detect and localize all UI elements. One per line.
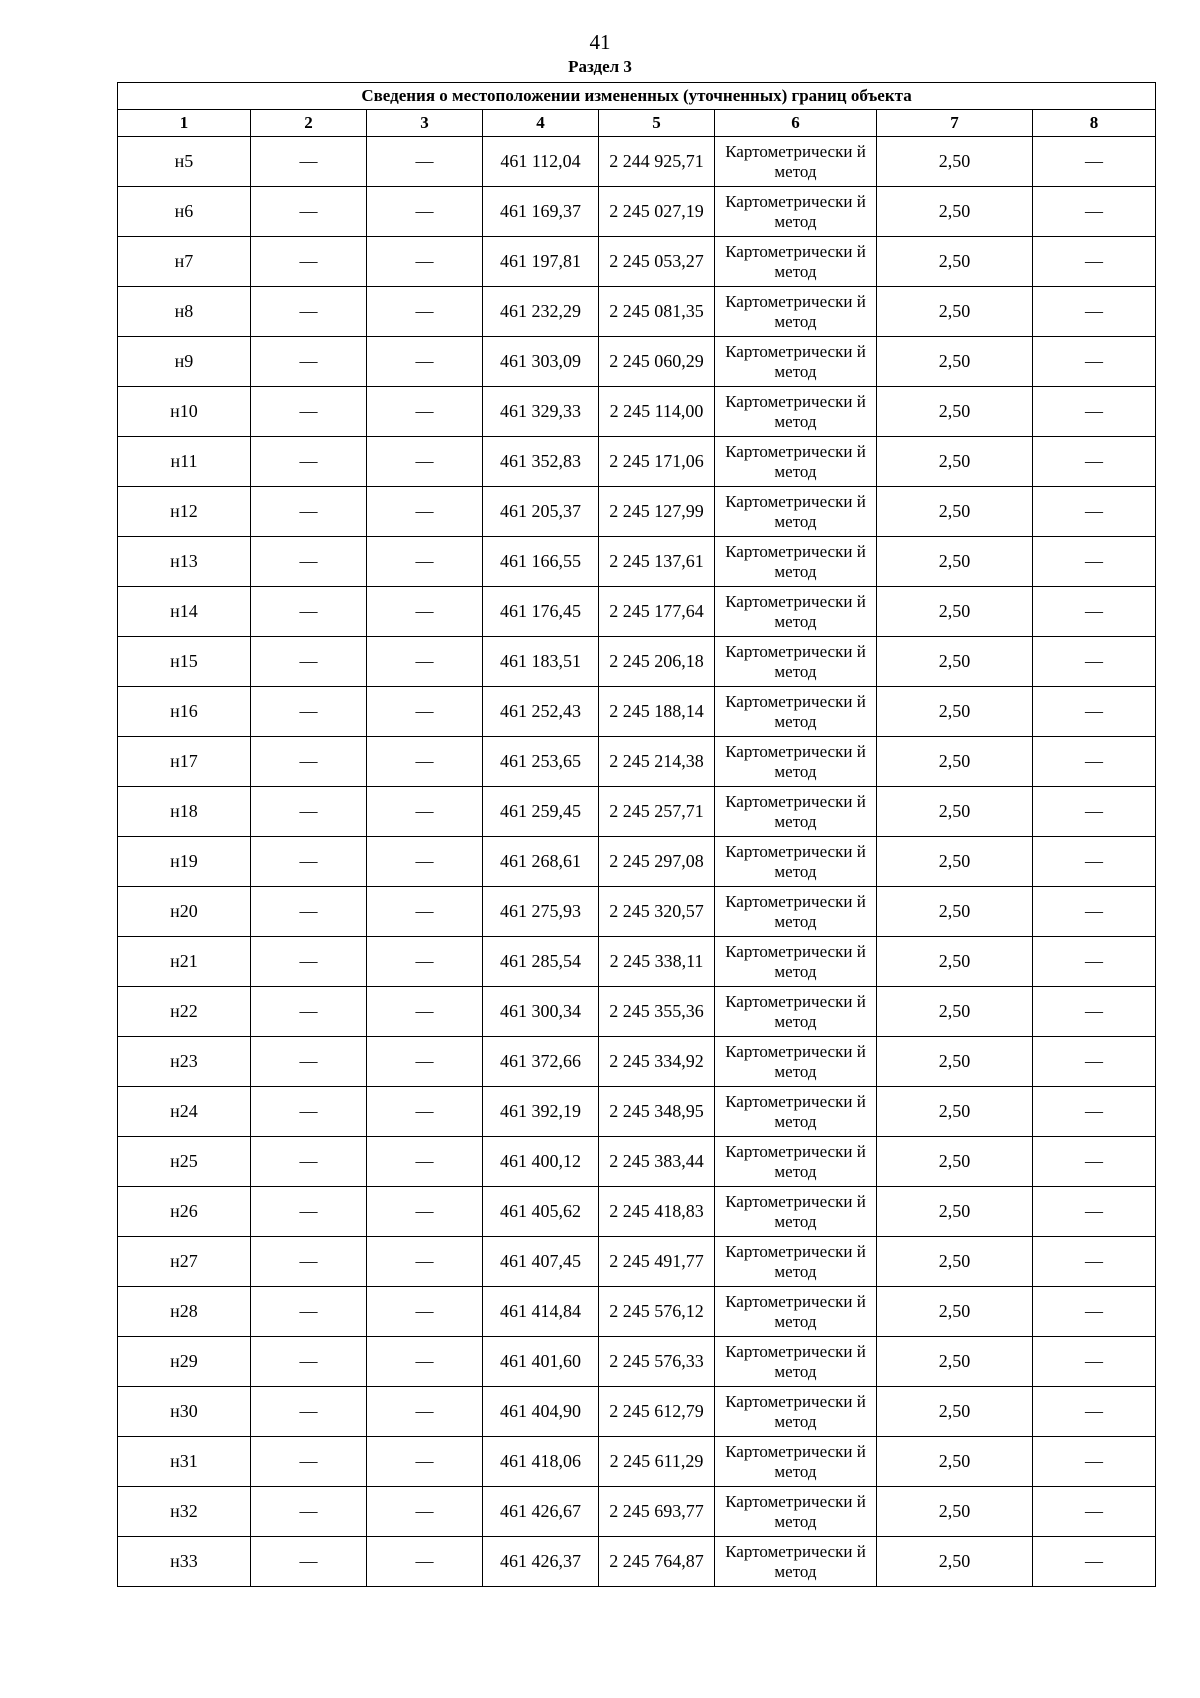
table-row xyxy=(118,537,1156,587)
table-row xyxy=(118,487,1156,537)
column-3-cell: — xyxy=(367,237,483,287)
y-coordinate-cell: 2 245 338,11 xyxy=(599,937,715,987)
column-3-cell: — xyxy=(367,1037,483,1087)
y-coordinate-cell: 2 245 491,77 xyxy=(599,1237,715,1287)
point-number-cell: н14 xyxy=(118,587,251,637)
accuracy-cell: 2,50 xyxy=(877,837,1033,887)
table-row xyxy=(118,1337,1156,1387)
table-row xyxy=(118,687,1156,737)
x-coordinate-cell: 461 407,45 xyxy=(483,1237,599,1287)
accuracy-cell: 2,50 xyxy=(877,1487,1033,1537)
column-8-cell: — xyxy=(1033,1337,1156,1387)
column-3-cell: — xyxy=(367,437,483,487)
point-number-cell: н17 xyxy=(118,737,251,787)
table-row xyxy=(118,137,1156,187)
y-coordinate-cell: 2 245 348,95 xyxy=(599,1087,715,1137)
column-8-cell: — xyxy=(1033,1437,1156,1487)
y-coordinate-cell: 2 245 297,08 xyxy=(599,837,715,887)
y-coordinate-cell: 2 245 171,06 xyxy=(599,437,715,487)
column-8-cell: — xyxy=(1033,687,1156,737)
column-8-cell: — xyxy=(1033,937,1156,987)
accuracy-cell: 2,50 xyxy=(877,1337,1033,1387)
method-cell: Картометрически й метод xyxy=(715,837,877,887)
column-3-cell: — xyxy=(367,687,483,737)
y-coordinate-cell: 2 245 612,79 xyxy=(599,1387,715,1437)
column-3-cell: — xyxy=(367,487,483,537)
accuracy-cell: 2,50 xyxy=(877,687,1033,737)
table-row xyxy=(118,287,1156,337)
point-number-cell: н10 xyxy=(118,387,251,437)
column-3-cell: — xyxy=(367,1087,483,1137)
point-number-cell: н11 xyxy=(118,437,251,487)
accuracy-cell: 2,50 xyxy=(877,387,1033,437)
y-coordinate-cell: 2 245 334,92 xyxy=(599,1037,715,1087)
column-2-cell: — xyxy=(251,837,367,887)
y-coordinate-cell: 2 244 925,71 xyxy=(599,137,715,187)
column-3-cell: — xyxy=(367,787,483,837)
table-row xyxy=(118,237,1156,287)
method-cell: Картометрически й метод xyxy=(715,1337,877,1387)
column-header: 3 xyxy=(367,110,483,137)
x-coordinate-cell: 461 275,93 xyxy=(483,887,599,937)
column-8-cell: — xyxy=(1033,337,1156,387)
column-2-cell: — xyxy=(251,987,367,1037)
column-header: 1 xyxy=(118,110,251,137)
table-row xyxy=(118,187,1156,237)
y-coordinate-cell: 2 245 060,29 xyxy=(599,337,715,387)
column-3-cell: — xyxy=(367,1137,483,1187)
column-2-cell: — xyxy=(251,437,367,487)
point-number-cell: н7 xyxy=(118,237,251,287)
column-8-cell: — xyxy=(1033,1487,1156,1537)
column-8-cell: — xyxy=(1033,1187,1156,1237)
method-cell: Картометрически й метод xyxy=(715,237,877,287)
column-8-cell: — xyxy=(1033,737,1156,787)
column-header: 2 xyxy=(251,110,367,137)
column-2-cell: — xyxy=(251,337,367,387)
accuracy-cell: 2,50 xyxy=(877,237,1033,287)
x-coordinate-cell: 461 176,45 xyxy=(483,587,599,637)
method-cell: Картометрически й метод xyxy=(715,1037,877,1087)
method-cell: Картометрически й метод xyxy=(715,887,877,937)
column-8-cell: — xyxy=(1033,587,1156,637)
x-coordinate-cell: 461 303,09 xyxy=(483,337,599,387)
y-coordinate-cell: 2 245 206,18 xyxy=(599,637,715,687)
table-row xyxy=(118,1187,1156,1237)
column-2-cell: — xyxy=(251,1287,367,1337)
column-3-cell: — xyxy=(367,187,483,237)
point-number-cell: н29 xyxy=(118,1337,251,1387)
column-2-cell: — xyxy=(251,1437,367,1487)
accuracy-cell: 2,50 xyxy=(877,1387,1033,1437)
table-row xyxy=(118,387,1156,437)
column-8-cell: — xyxy=(1033,787,1156,837)
table-row xyxy=(118,637,1156,687)
column-8-cell: — xyxy=(1033,1387,1156,1437)
table-row xyxy=(118,437,1156,487)
column-8-cell: — xyxy=(1033,837,1156,887)
accuracy-cell: 2,50 xyxy=(877,987,1033,1037)
table-row xyxy=(118,837,1156,887)
accuracy-cell: 2,50 xyxy=(877,337,1033,387)
column-3-cell: — xyxy=(367,837,483,887)
table-row xyxy=(118,1387,1156,1437)
column-header: 7 xyxy=(877,110,1033,137)
x-coordinate-cell: 461 414,84 xyxy=(483,1287,599,1337)
column-8-cell: — xyxy=(1033,1137,1156,1187)
accuracy-cell: 2,50 xyxy=(877,787,1033,837)
column-2-cell: — xyxy=(251,237,367,287)
accuracy-cell: 2,50 xyxy=(877,937,1033,987)
method-cell: Картометрически й метод xyxy=(715,137,877,187)
column-8-cell: — xyxy=(1033,1037,1156,1087)
table-caption: Сведения о местоположении измененных (уточненных) границ объекта xyxy=(118,83,1156,110)
method-cell: Картометрически й метод xyxy=(715,1237,877,1287)
column-3-cell: — xyxy=(367,287,483,337)
x-coordinate-cell: 461 401,60 xyxy=(483,1337,599,1387)
column-2-cell: — xyxy=(251,1187,367,1237)
point-number-cell: н25 xyxy=(118,1137,251,1187)
column-8-cell: — xyxy=(1033,287,1156,337)
y-coordinate-cell: 2 245 576,33 xyxy=(599,1337,715,1387)
point-number-cell: н30 xyxy=(118,1387,251,1437)
accuracy-cell: 2,50 xyxy=(877,487,1033,537)
point-number-cell: н18 xyxy=(118,787,251,837)
y-coordinate-cell: 2 245 114,00 xyxy=(599,387,715,437)
x-coordinate-cell: 461 404,90 xyxy=(483,1387,599,1437)
y-coordinate-cell: 2 245 214,38 xyxy=(599,737,715,787)
column-8-cell: — xyxy=(1033,1287,1156,1337)
y-coordinate-cell: 2 245 418,83 xyxy=(599,1187,715,1237)
column-8-cell: — xyxy=(1033,487,1156,537)
point-number-cell: н6 xyxy=(118,187,251,237)
y-coordinate-cell: 2 245 027,19 xyxy=(599,187,715,237)
column-3-cell: — xyxy=(367,587,483,637)
column-3-cell: — xyxy=(367,537,483,587)
method-cell: Картометрически й метод xyxy=(715,587,877,637)
y-coordinate-cell: 2 245 611,29 xyxy=(599,1437,715,1487)
column-3-cell: — xyxy=(367,1537,483,1587)
method-cell: Картометрически й метод xyxy=(715,1287,877,1337)
column-2-cell: — xyxy=(251,387,367,437)
table-row xyxy=(118,1437,1156,1487)
point-number-cell: н16 xyxy=(118,687,251,737)
column-2-cell: — xyxy=(251,1387,367,1437)
x-coordinate-cell: 461 166,55 xyxy=(483,537,599,587)
y-coordinate-cell: 2 245 188,14 xyxy=(599,687,715,737)
point-number-cell: н20 xyxy=(118,887,251,937)
accuracy-cell: 2,50 xyxy=(877,1087,1033,1137)
accuracy-cell: 2,50 xyxy=(877,287,1033,337)
x-coordinate-cell: 461 426,67 xyxy=(483,1487,599,1537)
x-coordinate-cell: 461 352,83 xyxy=(483,437,599,487)
method-cell: Картометрически й метод xyxy=(715,1487,877,1537)
x-coordinate-cell: 461 285,54 xyxy=(483,937,599,987)
table-row xyxy=(118,1287,1156,1337)
column-2-cell: — xyxy=(251,937,367,987)
point-number-cell: н24 xyxy=(118,1087,251,1137)
point-number-cell: н26 xyxy=(118,1187,251,1237)
x-coordinate-cell: 461 268,61 xyxy=(483,837,599,887)
method-cell: Картометрически й метод xyxy=(715,487,877,537)
method-cell: Картометрически й метод xyxy=(715,287,877,337)
column-3-cell: — xyxy=(367,1287,483,1337)
column-2-cell: — xyxy=(251,537,367,587)
table-row xyxy=(118,1037,1156,1087)
header-row xyxy=(118,110,1156,137)
page-number: 41 xyxy=(589,30,611,54)
column-2-cell: — xyxy=(251,1037,367,1087)
column-3-cell: — xyxy=(367,637,483,687)
y-coordinate-cell: 2 245 137,61 xyxy=(599,537,715,587)
column-3-cell: — xyxy=(367,1237,483,1287)
x-coordinate-cell: 461 197,81 xyxy=(483,237,599,287)
y-coordinate-cell: 2 245 177,64 xyxy=(599,587,715,637)
y-coordinate-cell: 2 245 127,99 xyxy=(599,487,715,537)
coordinates-table xyxy=(117,82,1156,1587)
method-cell: Картометрически й метод xyxy=(715,437,877,487)
y-coordinate-cell: 2 245 257,71 xyxy=(599,787,715,837)
column-3-cell: — xyxy=(367,387,483,437)
x-coordinate-cell: 461 426,37 xyxy=(483,1537,599,1587)
x-coordinate-cell: 461 418,06 xyxy=(483,1437,599,1487)
column-2-cell: — xyxy=(251,1337,367,1387)
method-cell: Картометрически й метод xyxy=(715,537,877,587)
point-number-cell: н33 xyxy=(118,1537,251,1587)
section-title: Раздел 3 xyxy=(568,57,632,76)
column-3-cell: — xyxy=(367,737,483,787)
table-row xyxy=(118,987,1156,1037)
point-number-cell: н22 xyxy=(118,987,251,1037)
point-number-cell: н13 xyxy=(118,537,251,587)
method-cell: Картометрически й метод xyxy=(715,1537,877,1587)
x-coordinate-cell: 461 205,37 xyxy=(483,487,599,537)
x-coordinate-cell: 461 183,51 xyxy=(483,637,599,687)
accuracy-cell: 2,50 xyxy=(877,437,1033,487)
table-row xyxy=(118,587,1156,637)
table-row xyxy=(118,1237,1156,1287)
table-row xyxy=(118,337,1156,387)
method-cell: Картометрически й метод xyxy=(715,637,877,687)
column-8-cell: — xyxy=(1033,887,1156,937)
column-3-cell: — xyxy=(367,137,483,187)
column-header: 4 xyxy=(483,110,599,137)
table-row xyxy=(118,1137,1156,1187)
point-number-cell: н12 xyxy=(118,487,251,537)
y-coordinate-cell: 2 245 764,87 xyxy=(599,1537,715,1587)
point-number-cell: н23 xyxy=(118,1037,251,1087)
x-coordinate-cell: 461 112,04 xyxy=(483,137,599,187)
y-coordinate-cell: 2 245 576,12 xyxy=(599,1287,715,1337)
column-header: 6 xyxy=(715,110,877,137)
point-number-cell: н28 xyxy=(118,1287,251,1337)
x-coordinate-cell: 461 329,33 xyxy=(483,387,599,437)
x-coordinate-cell: 461 400,12 xyxy=(483,1137,599,1187)
accuracy-cell: 2,50 xyxy=(877,1437,1033,1487)
y-coordinate-cell: 2 245 081,35 xyxy=(599,287,715,337)
method-cell: Картометрически й метод xyxy=(715,187,877,237)
column-2-cell: — xyxy=(251,1137,367,1187)
column-2-cell: — xyxy=(251,1487,367,1537)
column-2-cell: — xyxy=(251,637,367,687)
method-cell: Картометрически й метод xyxy=(715,937,877,987)
point-number-cell: н21 xyxy=(118,937,251,987)
column-2-cell: — xyxy=(251,887,367,937)
column-8-cell: — xyxy=(1033,187,1156,237)
method-cell: Картометрически й метод xyxy=(715,787,877,837)
column-2-cell: — xyxy=(251,1087,367,1137)
y-coordinate-cell: 2 245 693,77 xyxy=(599,1487,715,1537)
column-header: 8 xyxy=(1033,110,1156,137)
method-cell: Картометрически й метод xyxy=(715,1087,877,1137)
table-row xyxy=(118,787,1156,837)
column-8-cell: — xyxy=(1033,1237,1156,1287)
accuracy-cell: 2,50 xyxy=(877,187,1033,237)
accuracy-cell: 2,50 xyxy=(877,137,1033,187)
column-8-cell: — xyxy=(1033,537,1156,587)
method-cell: Картометрически й метод xyxy=(715,737,877,787)
column-2-cell: — xyxy=(251,187,367,237)
accuracy-cell: 2,50 xyxy=(877,1137,1033,1187)
x-coordinate-cell: 461 405,62 xyxy=(483,1187,599,1237)
column-3-cell: — xyxy=(367,1437,483,1487)
column-2-cell: — xyxy=(251,787,367,837)
column-2-cell: — xyxy=(251,587,367,637)
column-2-cell: — xyxy=(251,487,367,537)
accuracy-cell: 2,50 xyxy=(877,1537,1033,1587)
method-cell: Картометрически й метод xyxy=(715,337,877,387)
column-2-cell: — xyxy=(251,1237,367,1287)
method-cell: Картометрически й метод xyxy=(715,987,877,1037)
column-8-cell: — xyxy=(1033,387,1156,437)
table-row xyxy=(118,1487,1156,1537)
method-cell: Картометрически й метод xyxy=(715,387,877,437)
accuracy-cell: 2,50 xyxy=(877,1037,1033,1087)
table-row xyxy=(118,887,1156,937)
y-coordinate-cell: 2 245 053,27 xyxy=(599,237,715,287)
column-3-cell: — xyxy=(367,1387,483,1437)
accuracy-cell: 2,50 xyxy=(877,887,1033,937)
accuracy-cell: 2,50 xyxy=(877,1237,1033,1287)
column-8-cell: — xyxy=(1033,1537,1156,1587)
column-3-cell: — xyxy=(367,887,483,937)
x-coordinate-cell: 461 232,29 xyxy=(483,287,599,337)
table-row xyxy=(118,1537,1156,1587)
accuracy-cell: 2,50 xyxy=(877,637,1033,687)
column-2-cell: — xyxy=(251,737,367,787)
column-3-cell: — xyxy=(367,337,483,387)
column-header: 5 xyxy=(599,110,715,137)
column-2-cell: — xyxy=(251,1537,367,1587)
method-cell: Картометрически й метод xyxy=(715,1437,877,1487)
x-coordinate-cell: 461 392,19 xyxy=(483,1087,599,1137)
column-8-cell: — xyxy=(1033,637,1156,687)
method-cell: Картометрически й метод xyxy=(715,1187,877,1237)
column-8-cell: — xyxy=(1033,1087,1156,1137)
column-8-cell: — xyxy=(1033,137,1156,187)
column-2-cell: — xyxy=(251,137,367,187)
table-row xyxy=(118,937,1156,987)
method-cell: Картометрически й метод xyxy=(715,687,877,737)
y-coordinate-cell: 2 245 383,44 xyxy=(599,1137,715,1187)
y-coordinate-cell: 2 245 320,57 xyxy=(599,887,715,937)
point-number-cell: н32 xyxy=(118,1487,251,1537)
column-2-cell: — xyxy=(251,287,367,337)
point-number-cell: н15 xyxy=(118,637,251,687)
column-3-cell: — xyxy=(367,987,483,1037)
accuracy-cell: 2,50 xyxy=(877,737,1033,787)
table-row xyxy=(118,1087,1156,1137)
column-3-cell: — xyxy=(367,1187,483,1237)
y-coordinate-cell: 2 245 355,36 xyxy=(599,987,715,1037)
x-coordinate-cell: 461 253,65 xyxy=(483,737,599,787)
point-number-cell: н31 xyxy=(118,1437,251,1487)
column-3-cell: — xyxy=(367,937,483,987)
column-8-cell: — xyxy=(1033,987,1156,1037)
x-coordinate-cell: 461 259,45 xyxy=(483,787,599,837)
accuracy-cell: 2,50 xyxy=(877,1187,1033,1237)
point-number-cell: н8 xyxy=(118,287,251,337)
method-cell: Картометрически й метод xyxy=(715,1137,877,1187)
accuracy-cell: 2,50 xyxy=(877,1287,1033,1337)
x-coordinate-cell: 461 300,34 xyxy=(483,987,599,1037)
point-number-cell: н5 xyxy=(118,137,251,187)
column-3-cell: — xyxy=(367,1337,483,1387)
column-8-cell: — xyxy=(1033,237,1156,287)
point-number-cell: н27 xyxy=(118,1237,251,1287)
accuracy-cell: 2,50 xyxy=(877,537,1033,587)
point-number-cell: н19 xyxy=(118,837,251,887)
column-3-cell: — xyxy=(367,1487,483,1537)
column-8-cell: — xyxy=(1033,437,1156,487)
table-row xyxy=(118,737,1156,787)
x-coordinate-cell: 461 169,37 xyxy=(483,187,599,237)
point-number-cell: н9 xyxy=(118,337,251,387)
x-coordinate-cell: 461 252,43 xyxy=(483,687,599,737)
x-coordinate-cell: 461 372,66 xyxy=(483,1037,599,1087)
accuracy-cell: 2,50 xyxy=(877,587,1033,637)
column-2-cell: — xyxy=(251,687,367,737)
method-cell: Картометрически й метод xyxy=(715,1387,877,1437)
